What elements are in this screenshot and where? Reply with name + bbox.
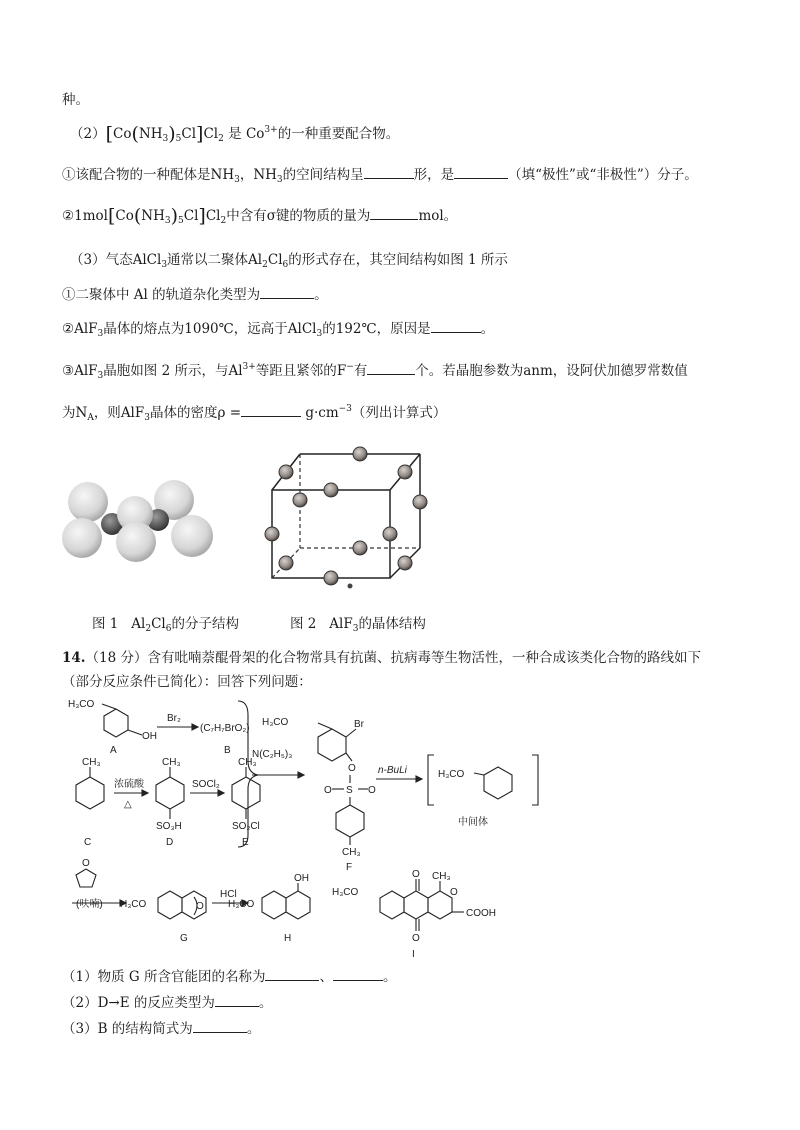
text: 中含有σ键的物质的量为 [226,208,371,224]
text: g·cm [305,405,339,421]
cl-atom [68,482,108,522]
label-h3co-int: H₃CO [438,769,465,780]
sup: 3+ [264,125,278,135]
sup: −3 [338,404,352,414]
text: 图 2 [290,616,317,632]
text: 。 [258,995,273,1011]
sub: 3 [352,624,359,634]
label-F: F [346,862,353,873]
f-ion [279,465,293,479]
formula: AlCl [132,252,162,268]
answer-blank[interactable] [367,360,415,375]
co: Co [245,126,265,142]
label-D: D [166,837,174,848]
f-ion [413,495,427,509]
f-ion [324,571,338,585]
q3-intro [70,250,508,270]
text: 晶体的密度ρ = [149,405,242,421]
q3-sub3 [62,360,688,381]
label-furan: (呋喃) [76,899,103,910]
label-h3co: H₃CO [68,699,95,710]
sub: 3 [234,175,240,185]
nh: NH [210,167,235,183]
label-H: H [284,933,292,944]
label-conc: 浓硫酸 [114,779,144,790]
label-so3h: SO₃H [156,821,182,832]
text: ，则 [93,405,121,421]
text: 种。 [62,92,89,108]
score: （18 分） [85,650,148,666]
label-br2: Br₂ [167,713,181,724]
q3-sub2 [62,318,494,339]
text: ①该配合物的一种配体是 [62,167,211,183]
figure-1-caption [92,612,239,632]
text: （3）B 的结构简式为 [62,1021,193,1037]
formula: N [75,405,88,421]
formula: AlF [74,321,98,337]
label-G: G [180,933,188,944]
text: （2）D→E 的反应类型为 [62,995,215,1011]
label-o-furan: O [82,858,90,869]
q2-sub1 [62,164,698,185]
text: ② [62,321,75,337]
text: 的空间结构呈 [282,167,364,183]
sub: 3 [97,371,104,381]
text: ， [239,167,254,183]
label-A: A [110,745,117,756]
sub: 3 [276,175,283,185]
answer-blank[interactable] [333,966,383,981]
text: 图 1 [92,616,119,632]
synthesis-scheme [62,695,742,965]
label-E: E [242,837,249,848]
label-h3co-g: H₃CO [120,899,147,910]
figure-1-al2cl6-molecule [62,470,222,575]
text: （1）物质 G 所含官能团的名称为 [62,969,266,985]
figure-2-caption [290,612,426,632]
f-ion [279,556,293,570]
cl-atom [62,518,102,558]
text: 。 [382,969,397,985]
co: Co [113,126,132,142]
answer-blank[interactable] [431,318,481,333]
text: 。 [246,1021,261,1037]
text: 等距且紧邻的 [255,363,337,379]
text: 。 [314,287,328,303]
text: 含有吡喃萘醌骨架的化合物常具有抗菌、抗病毒等生物活性，一种合成该类化合物的路线如下 [147,650,701,666]
label-ch3-e: CH₃ [238,757,257,768]
q14-part2 [62,992,272,1013]
f-ion [353,447,367,461]
text: 个。若晶胞参数为anm，设阿伏加德罗常数值 [415,363,688,379]
f-ion [398,465,412,479]
text: 的一种重要配合物。 [277,126,400,142]
text: （列出计算式） [351,405,447,421]
formula: Al [131,616,146,632]
text: 形，是 [413,167,455,183]
sub: 3 [97,329,104,339]
f-ion [324,483,338,497]
text: （填“极性”或“非极性”）分子。 [508,167,698,183]
co: Co [115,208,134,224]
al-ion [348,584,353,589]
q3-sub4 [62,402,446,423]
label-o2: O [324,785,332,796]
text: （部分反应条件已简化）：回答下列问题： [62,674,312,690]
text: （3）气态 [70,252,133,268]
text: 为 [62,405,76,421]
label-s: S [346,785,353,796]
f-ion [353,541,367,555]
text: 有 [353,363,368,379]
sub: 3 [161,260,168,270]
sub: 5 [178,216,184,226]
label-B: B [224,745,231,756]
q14-line1 [62,648,701,668]
label-net3: N(C₂H₅)₃ [252,749,293,760]
formula: Al [228,363,243,379]
text: 晶胞如图 2 所示，与 [103,363,229,379]
cl: Cl [183,208,199,224]
q-number: 14. [62,650,86,666]
label-socl2: SOCl₂ [192,779,220,790]
sub: A [87,413,94,423]
label-bform: (C₇H₇BrO₂) [200,723,250,734]
text: 晶体的熔点为1090℃，远高于 [103,321,288,337]
cl: Cl [205,208,221,224]
answer-blank[interactable] [241,402,301,417]
label-o3: O [368,785,376,796]
label-ch3-d: CH₃ [162,757,181,768]
text: 的形式存在，其空间结构如图 1 所示 [288,252,508,268]
formula: AlF [74,363,98,379]
sub: 6 [282,260,289,270]
label-I: I [412,949,415,960]
text: 的分子结构 [171,616,239,632]
label-h3co-h: H₃CO [228,899,255,910]
sub: 2 [262,260,268,270]
sub: 3 [316,329,323,339]
sub: 2 [145,624,152,634]
sub: 3 [144,413,150,423]
text: 通常以二聚体 [167,252,249,268]
nh: NH [141,208,165,224]
line-top [62,90,89,110]
f-ion [293,493,307,507]
formula: Cl [151,616,166,632]
label-oh: OH [142,731,157,742]
label-o-g: O [196,901,204,912]
text: mol。 [418,208,458,224]
sub: 3 [164,216,171,226]
answer-blank[interactable] [265,966,319,981]
sub: 6 [165,624,172,634]
label-hcl: HCl [220,889,237,900]
f-ion [265,527,279,541]
formula: F [336,363,347,379]
label-h3co-i: H₃CO [332,887,359,898]
sub: 3 [162,134,169,144]
formula: AlCl [287,321,317,337]
answer-blank[interactable] [215,992,259,1007]
label-C: C [84,837,92,848]
f-ion [398,556,412,570]
q14-part1 [62,966,396,987]
cl: Cl [203,126,219,142]
label-br: Br [354,719,364,730]
label-o-i1: O [412,869,420,880]
answer-blank[interactable] [454,164,508,179]
formula: AlF [120,405,145,421]
text: 是 [228,126,242,142]
q2-line: $(2)[Co(NH_3)_5Cl]Cl_2$ 是 $Co^{3+}$的一种重要配合物。 [70,123,400,145]
nh: NH [138,126,163,142]
q2-sub2: $②1mol[Co(NH_3)_5Cl]Cl_2$中含有σ键的物质的量为 mol。 [62,205,458,227]
text: 的晶体结构 [358,616,426,632]
label-o: O [348,763,356,774]
label-cooh: COOH [466,908,496,919]
label-o-i3: O [450,887,458,898]
label-delta: △ [124,799,132,810]
label-so2cl: SO₂Cl [232,821,260,832]
sub: 5 [175,134,182,144]
formula: AlF [329,616,353,632]
answer-blank[interactable] [370,205,418,220]
label-oh-h: OH [294,873,309,884]
cl-atom [116,522,156,562]
text: ②1mol [62,208,108,224]
label-nbuli: n-BuLi [378,765,407,776]
text: ③ [62,363,75,379]
sup: 3+ [242,362,256,372]
cl: Cl [181,126,197,142]
answer-blank[interactable] [193,1018,247,1033]
text: ①二聚体中 Al 的轨道杂化类型为 [62,287,261,303]
q14-part3 [62,1018,260,1039]
nh: NH [253,167,277,183]
text: 。 [480,321,495,337]
answer-blank[interactable] [364,164,414,179]
label-intermediate: 中间体 [458,817,488,828]
label-ch3-f: CH₃ [342,847,361,858]
answer-blank[interactable] [260,284,314,299]
q14-line2 [62,672,312,692]
q3-sub1 [62,284,328,305]
label-h3co-f: H₃CO [262,717,289,728]
text: 的192℃，原因是 [322,321,431,337]
sub: 2 [220,216,227,226]
text: 、 [319,969,333,985]
q-number: （2） [70,126,106,142]
label-o-i2: O [412,933,420,944]
figure-2-alf3-cell [258,440,438,590]
label-ch3-i: CH₃ [432,871,451,882]
label-ch3: CH₃ [82,757,101,768]
sup: − [346,362,354,372]
sub: 2 [218,134,224,144]
formula: Cl [267,252,283,268]
f-ion [383,527,397,541]
cl-atom [171,515,213,557]
formula: Al [248,252,263,268]
